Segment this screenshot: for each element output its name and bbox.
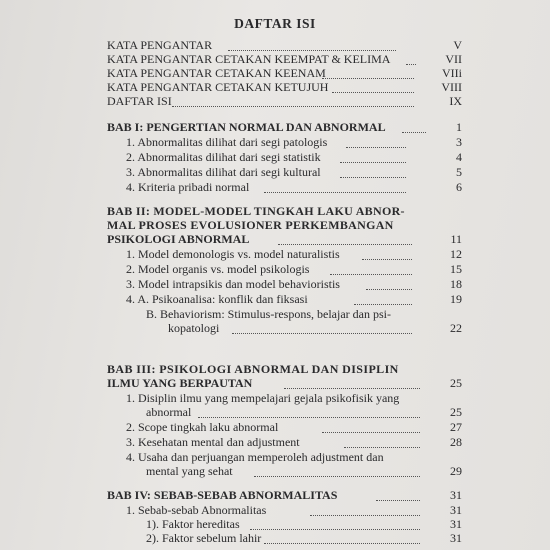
page-number: 31	[450, 488, 462, 502]
dot-leader	[344, 437, 420, 448]
dot-leader	[346, 137, 406, 148]
page-number: 27	[450, 420, 462, 434]
page-number: 19	[450, 292, 462, 306]
entry-label: 4. A. Psikoanalisa: konflik dan fiksasi	[126, 292, 308, 306]
dot-leader	[228, 40, 396, 51]
page-number: 31	[450, 517, 462, 531]
dot-leader	[264, 182, 406, 193]
page-number: 4	[456, 150, 462, 164]
entry-label: 4. Kriteria pribadi normal	[126, 180, 250, 194]
page-number: V	[453, 38, 462, 52]
entry-label: PSIKOLOGI ABNORMAL	[107, 232, 250, 246]
entry-label: 1). Faktor hereditas	[146, 517, 240, 531]
entry-label: 3. Model intrapsikis dan model behavioristis	[126, 277, 340, 291]
page-number: IX	[449, 94, 462, 108]
page-number: 22	[450, 321, 462, 335]
entry-label: 2). Faktor sebelum lahir	[146, 531, 262, 545]
page-number: 11	[450, 232, 462, 246]
entry-label: 1. Abnormalitas dilihat dari segi patologis	[126, 135, 328, 149]
dot-leader	[402, 122, 426, 133]
dot-leader	[366, 279, 412, 290]
dot-leader	[278, 234, 412, 245]
page-number: 1	[456, 120, 462, 134]
entry-label: abnormal	[146, 405, 192, 419]
dot-leader	[406, 54, 416, 65]
dot-leader	[254, 466, 420, 477]
dot-leader	[354, 294, 412, 305]
page-number: 31	[450, 503, 462, 517]
dot-leader	[330, 264, 412, 275]
entry-label: 4. Usaha dan perjuangan memperoleh adjustment dan	[126, 450, 384, 464]
entry-label: ILMU YANG BERPAUTAN	[107, 376, 253, 390]
page-number: 3	[456, 135, 462, 149]
entry-label: mental yang sehat	[146, 464, 233, 478]
entry-label: BAB II: MODEL-MODEL TINGKAH LAKU ABNOR-	[107, 204, 405, 218]
dot-leader	[332, 82, 414, 93]
entry-label: 1. Sebab-sebab Abnormalitas	[126, 503, 267, 517]
page-number: 12	[450, 247, 462, 261]
dot-leader	[322, 422, 420, 433]
entry-label: 2. Scope tingkah laku abnormal	[126, 420, 279, 434]
entry-label: BAB I: PENGERTIAN NORMAL DAN ABNORMAL	[107, 120, 386, 134]
page-number: 15	[450, 262, 462, 276]
entry-label: DAFTAR ISI	[107, 94, 172, 108]
entry-label: BAB IV: SEBAB-SEBAB ABNORMALITAS	[107, 488, 338, 502]
entry-label: MAL PROSES EVOLUSIONER PERKEMBANGAN	[107, 218, 394, 232]
page-number: 6	[456, 180, 462, 194]
page-number: VIIi	[442, 66, 462, 80]
entry-label: B. Behaviorism: Stimulus-respons, belajar dan psi-	[146, 307, 391, 321]
page-number: 25	[450, 405, 462, 419]
entry-label: 3. Kesehatan mental dan adjustment	[126, 435, 300, 449]
page-number: VII	[445, 52, 462, 66]
dot-leader	[198, 407, 420, 418]
dot-leader	[310, 505, 420, 516]
dot-leader	[284, 378, 420, 389]
entry-label: 1. Disiplin ilmu yang mempelajari gejala psikofisik yang	[126, 391, 400, 405]
entry-label: BAB III: PSIKOLOGI ABNORMAL DAN DISIPLIN	[107, 362, 399, 376]
dot-leader	[172, 96, 414, 107]
dot-leader	[322, 68, 414, 79]
dot-leader	[232, 323, 412, 334]
dot-leader	[250, 519, 420, 530]
entry-label: 3. Abnormalitas dilihat dari segi kultural	[126, 165, 321, 179]
entry-label: KATA PENGANTAR CETAKAN KEEMPAT & KELIMA	[107, 52, 391, 66]
page-number: VIII	[441, 80, 462, 94]
page-title: DAFTAR ISI	[234, 16, 316, 31]
entry-label: KATA PENGANTAR CETAKAN KEENAM	[107, 66, 326, 80]
page-number: 31	[450, 531, 462, 545]
page-number: 18	[450, 277, 462, 291]
page-number: 29	[450, 464, 462, 478]
entry-label: 2. Model organis vs. model psikologis	[126, 262, 310, 276]
entry-label: 2. Abnormalitas dilihat dari segi statistik	[126, 150, 321, 164]
entry-label: kopatologi	[168, 321, 220, 335]
entry-label: 1. Model demonologis vs. model naturalistis	[126, 247, 340, 261]
dot-leader	[264, 533, 420, 544]
dot-leader	[376, 490, 420, 501]
page-number: 28	[450, 435, 462, 449]
entry-label: KATA PENGANTAR	[107, 38, 213, 52]
dot-leader	[340, 152, 406, 163]
dot-leader	[340, 167, 406, 178]
entry-label: KATA PENGANTAR CETAKAN KETUJUH	[107, 80, 329, 94]
page-number: 25	[450, 376, 462, 390]
dot-leader	[362, 249, 412, 260]
page-number: 5	[456, 165, 462, 179]
